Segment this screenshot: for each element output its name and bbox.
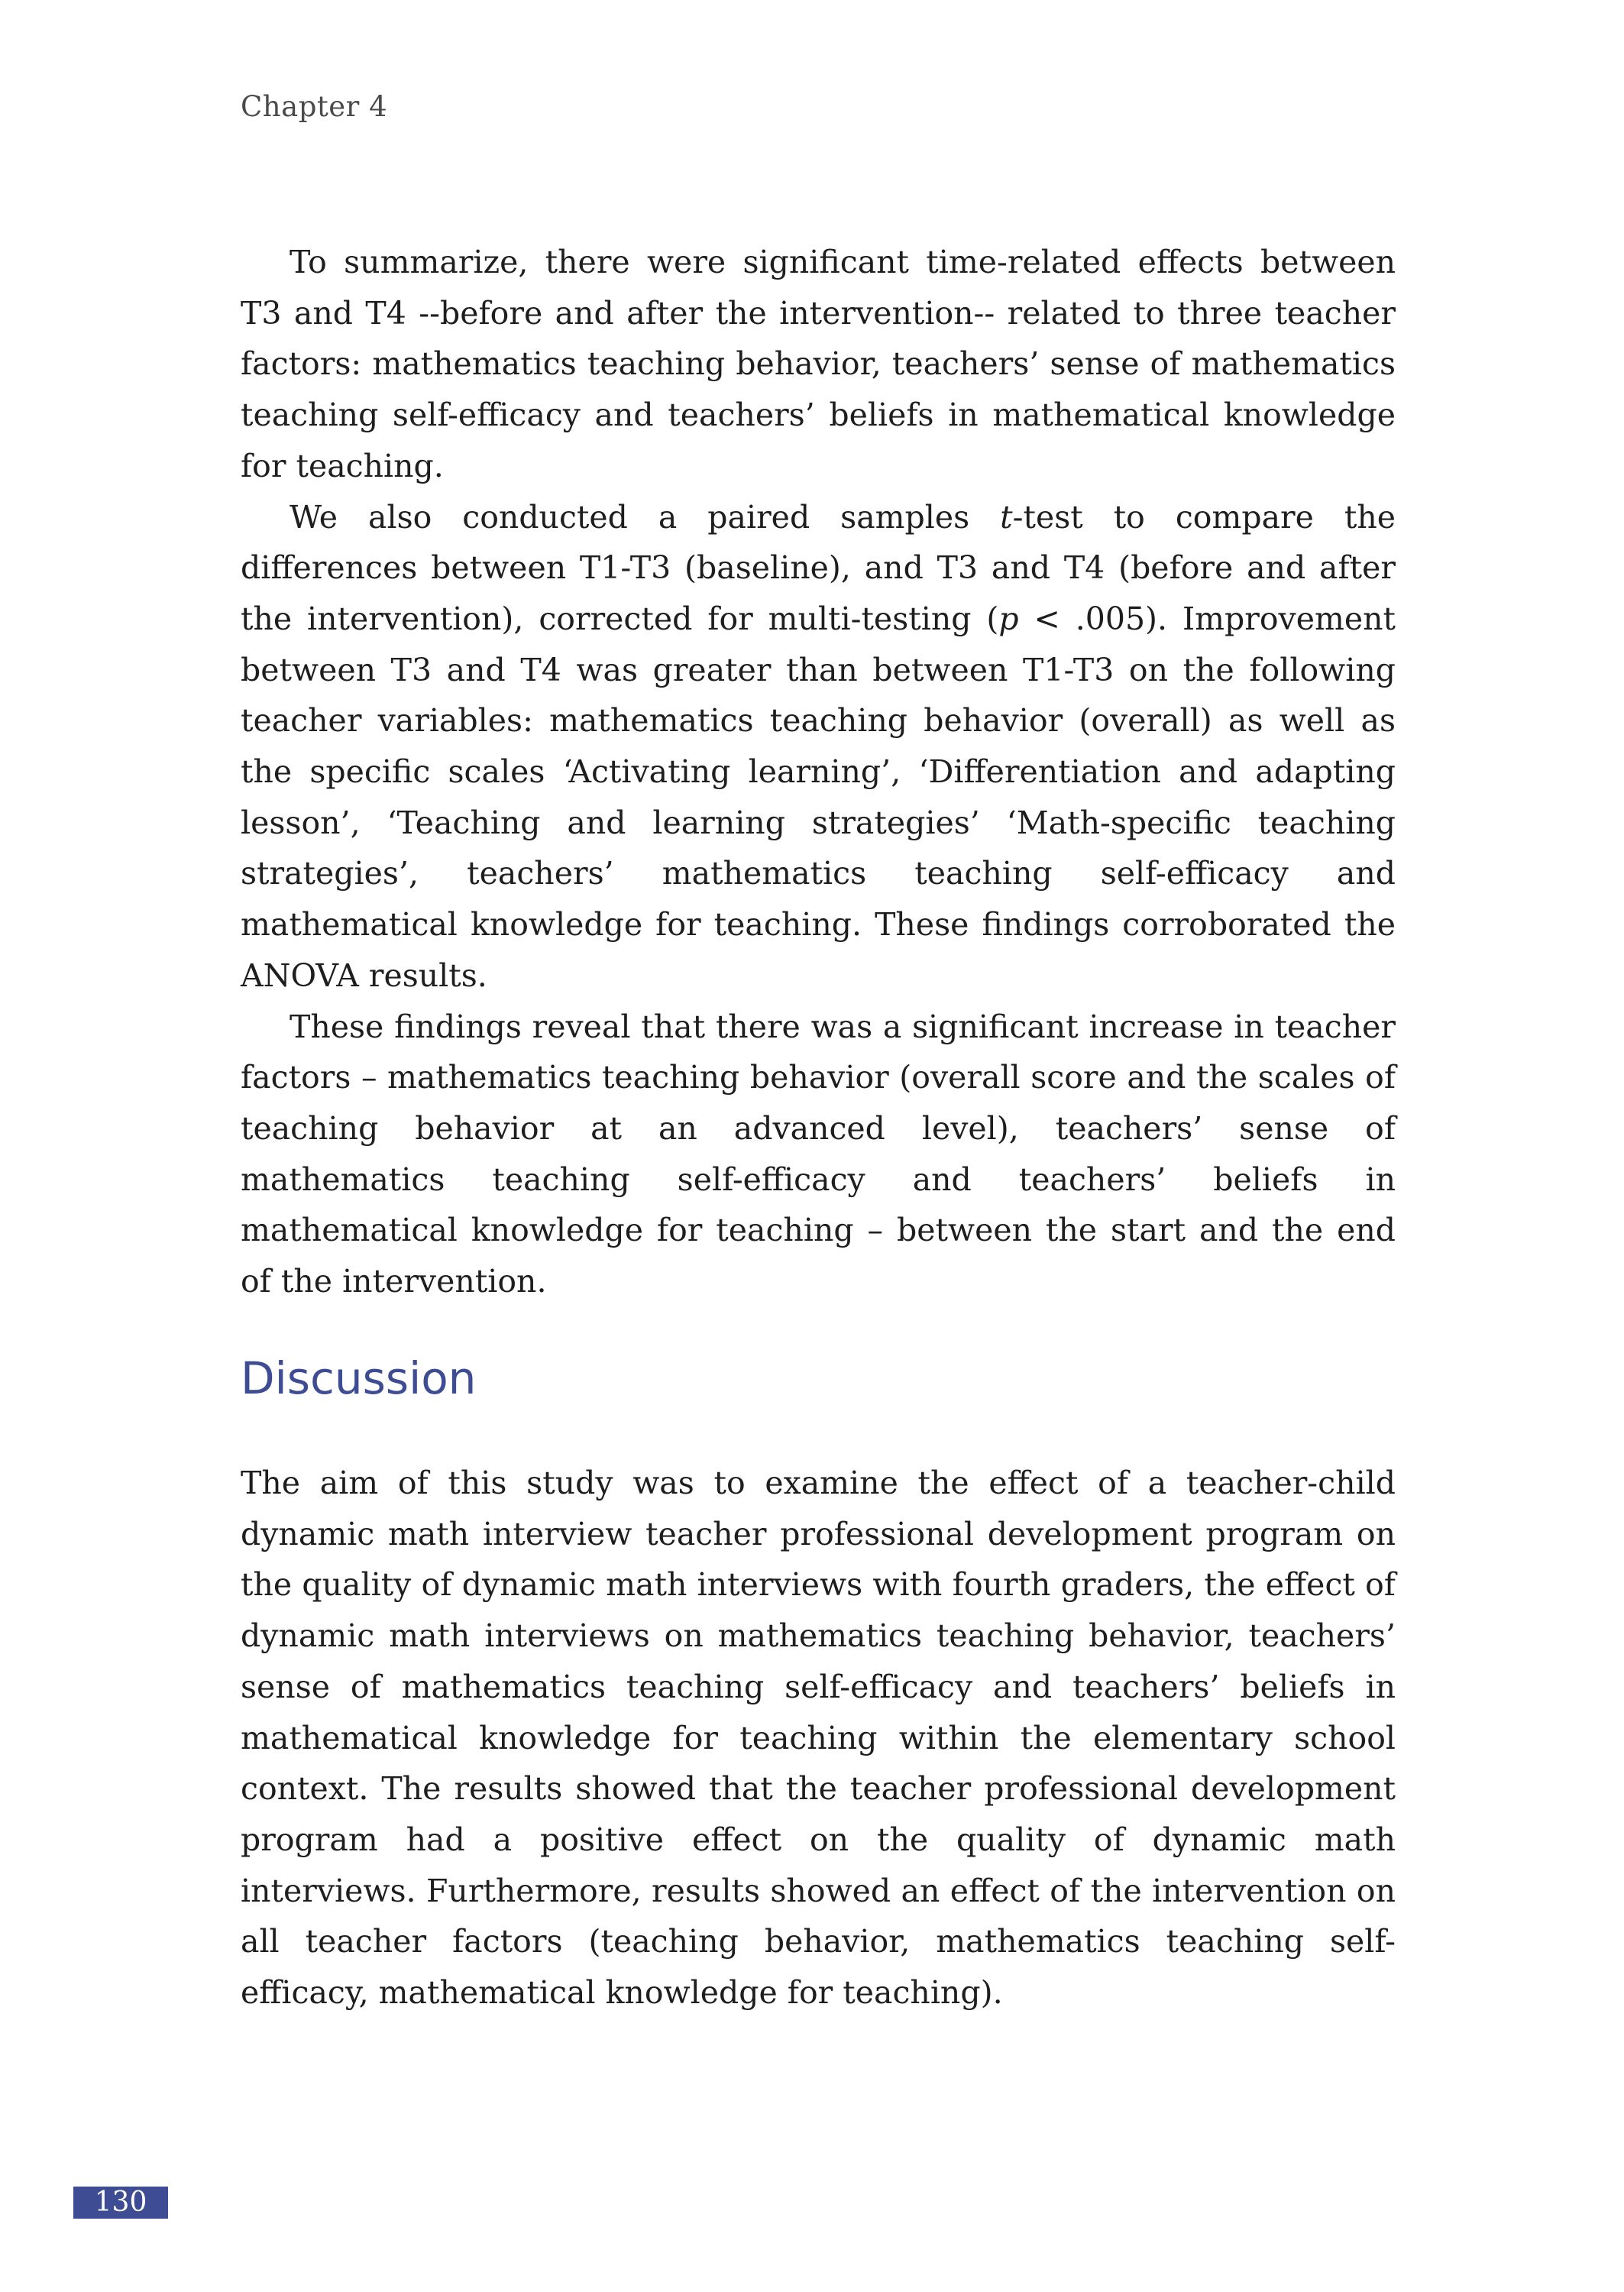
running-header: Chapter 4 [241,90,388,123]
t-statistic-symbol: t [1000,498,1013,536]
page-number: 130 [73,2187,168,2219]
ttest-paragraph [241,492,1396,1002]
summary-paragraph: To summarize, there were significant time-related effects between T3 and T4 --before and after the intervention-- related to three teacher factors: mathematics teaching behavior, teachers’ sense of mathematics teaching self-efficacy and teachers’ beliefs in mathematical knowledge for teaching. [241,244,1396,484]
ttest-text-middle: -test to compare the differences between T1-T3 (baseline), and T3 and T4 (before and after the intervention), corrected for multi-testing ( [241,498,1396,637]
p-value-symbol: p [998,600,1019,637]
discussion-section [241,1458,1396,2018]
findings-paragraph: These findings reveal that there was a significant increase in teacher factors – mathematics teaching behavior (overall score and the scales of teaching behavior at an advanced level), teachers’ sense of mathematics teaching self-efficacy and teachers’ beliefs in mathematical knowledge for teaching – between the start and the end of the intervention. [241,1008,1396,1300]
results-summary-section [241,237,1396,1307]
discussion-heading: Discussion [241,1352,477,1404]
discussion-paragraph: The aim of this study was to examine the effect of a teacher-child dynamic math interview teacher professional development program on the quality of dynamic math interviews with fourth graders, the effect of dynamic math interviews on mathematics teaching behavior, teachers’ sense of mathematics teaching self-efficacy and teachers’ beliefs in mathematical knowledge for teaching within the elementary school context. The results showed that the teacher professional development program had a positive effect on the quality of dynamic math interviews. Furthermore, results showed an effect of the intervention on all teacher factors (teaching behavior, mathematics teaching self-efficacy, mathematical knowledge for teaching). [241,1465,1396,2012]
ttest-text-start: We also conducted a paired samples [290,498,1001,536]
ttest-text-end: < .005). Improvement between T3 and T4 was greater than between T1-T3 on the following teacher variables: mathematics teaching behavior (overall) as well as the specific scales ‘Activating learning’, ‘Differentiation and adapting lesson’, ‘Teaching and learning strategies’ ‘Math-specific teaching strategies’, teachers’ mathematics teaching self-efficacy and mathematical knowledge for teaching. These findings corroborated the ANOVA results. [241,600,1396,994]
